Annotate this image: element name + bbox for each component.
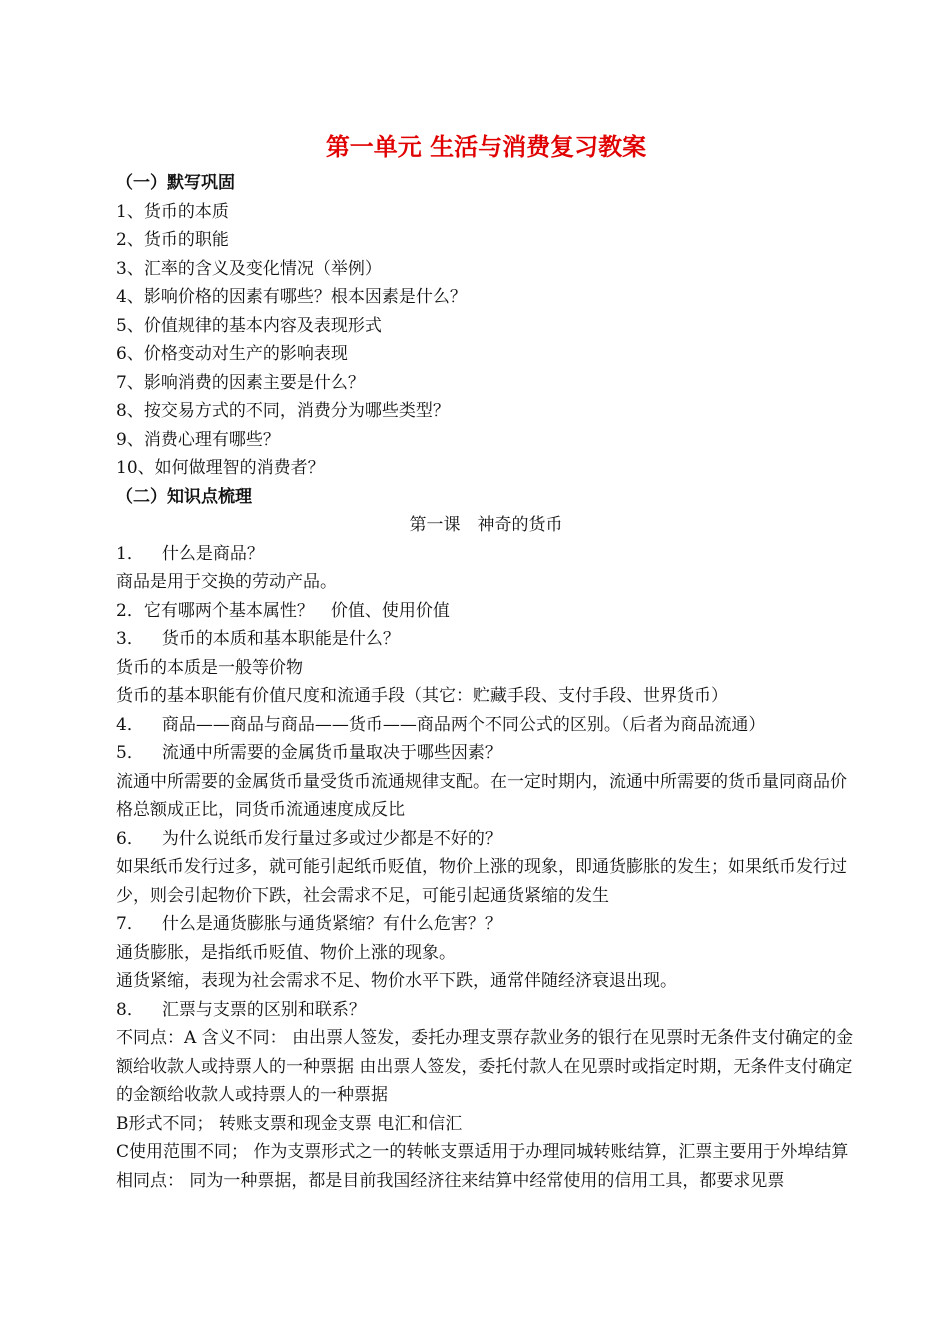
answer-5: 流通中所需要的金属货币量受货币流通规律支配。在一定时期内，流通中所需要的货币量同商品价格总额成正比，同货币流通速度成反比	[116, 771, 847, 820]
question-text: 什么是通货膨胀与通货紧缩？有什么危害？？	[161, 914, 502, 934]
list-item: 6、价格变动对生产的影响表现	[116, 344, 348, 364]
answer-3-essence: 货币的本质是一般等价物	[116, 657, 303, 678]
question-number: 6．	[116, 828, 144, 849]
question-3	[116, 625, 856, 654]
question-text: 什么是商品？	[161, 543, 264, 564]
question-number: 3．	[116, 629, 144, 649]
question-text: 汇票与支票的区别和联系？	[161, 999, 366, 1020]
answer-6: 如果纸币发行过多，就可能引起纸币贬值，物价上涨的现象，即通货膨胀的发生；如果纸币发行过少，则会引起物价下跌，社会需求不足，可能引起通货紧缩的发生	[116, 857, 847, 906]
list-item: 1、货币的本质	[116, 201, 229, 222]
question-6	[116, 825, 856, 854]
answer-3-functions: 货币的基本职能有价值尺度和流通手段（其它：贮藏手段、支付手段、世界货币）	[116, 686, 728, 706]
list-item: 8、按交易方式的不同，消费分为哪些类型？	[116, 401, 450, 421]
document-title: 第一单元 生活与消费复习教案	[325, 133, 647, 161]
answer-1: 商品是用于交换的劳动产品。	[116, 572, 337, 592]
list-item: 5、价值规律的基本内容及表现形式	[116, 315, 382, 336]
answer-8-difference-a: 不同点：A 含义不同： 由出票人签发，委托办理支票存款业务的银行在见票时无条件支付确定的金额给收款人或持票人的一种票据 由出票人签发，委托付款人在见票时或指定时期，无条件支付确定的金额给收款人或持票人的一种票据	[116, 1028, 854, 1105]
question-7	[116, 910, 856, 939]
question-text: 商品——商品与商品——货币——商品两个不同公式的区别。（后者为商品流通）	[161, 714, 766, 735]
review-list	[116, 198, 856, 483]
list-item: 3、汇率的含义及变化情况（举例）	[116, 258, 382, 279]
answer-8-difference-b: B形式不同； 转账支票和现金支票 电汇和信汇	[116, 1113, 463, 1134]
answer-8-similarity: 相同点： 同为一种票据，都是目前我国经济往来结算中经常使用的信用工具，都要求见票	[116, 1170, 785, 1191]
answer-8-difference-c: C使用范围不同； 作为支票形式之一的转帐支票适用于办理同城转账结算，汇票主要用于外埠结算	[116, 1142, 849, 1162]
question-8	[116, 996, 856, 1025]
answer-7-deflation: 通货紧缩，表现为社会需求不足、物价水平下跌，通常伴随经济衰退出现。	[116, 971, 677, 991]
question-number: 5．	[116, 743, 144, 763]
lesson-title: 第一课 神奇的货币	[409, 515, 563, 535]
question-2: 2．它有哪两个基本属性？ 价值、使用价值	[116, 600, 450, 621]
question-number: 7．	[116, 914, 144, 934]
answer-7-inflation: 通货膨胀，是指纸币贬值、物价上涨的现象。	[116, 942, 456, 963]
list-item: 7、影响消费的因素主要是什么？	[116, 372, 365, 393]
question-text: 货币的本质和基本职能是什么？	[161, 629, 400, 649]
list-item: 10、如何做理智的消费者？	[116, 458, 325, 478]
list-item: 2、货币的职能	[116, 230, 229, 250]
document-page	[116, 125, 856, 1195]
list-item: 4、影响价格的因素有哪些？根本因素是什么？	[116, 287, 467, 307]
question-1	[116, 540, 856, 569]
question-text: 为什么说纸币发行量过多或过少都是不好的？	[161, 828, 502, 849]
section-heading-knowledge: （二）知识点梳理	[116, 486, 252, 507]
list-item: 9、消费心理有哪些？	[116, 429, 280, 450]
question-number: 8．	[116, 999, 144, 1020]
question-number: 4．	[116, 714, 144, 735]
question-5	[116, 739, 856, 768]
question-number: 1．	[116, 543, 144, 564]
section-heading-review: （一）默写巩固	[116, 173, 235, 193]
question-4	[116, 711, 856, 740]
question-text: 流通中所需要的金属货币量取决于哪些因素？	[161, 743, 502, 763]
